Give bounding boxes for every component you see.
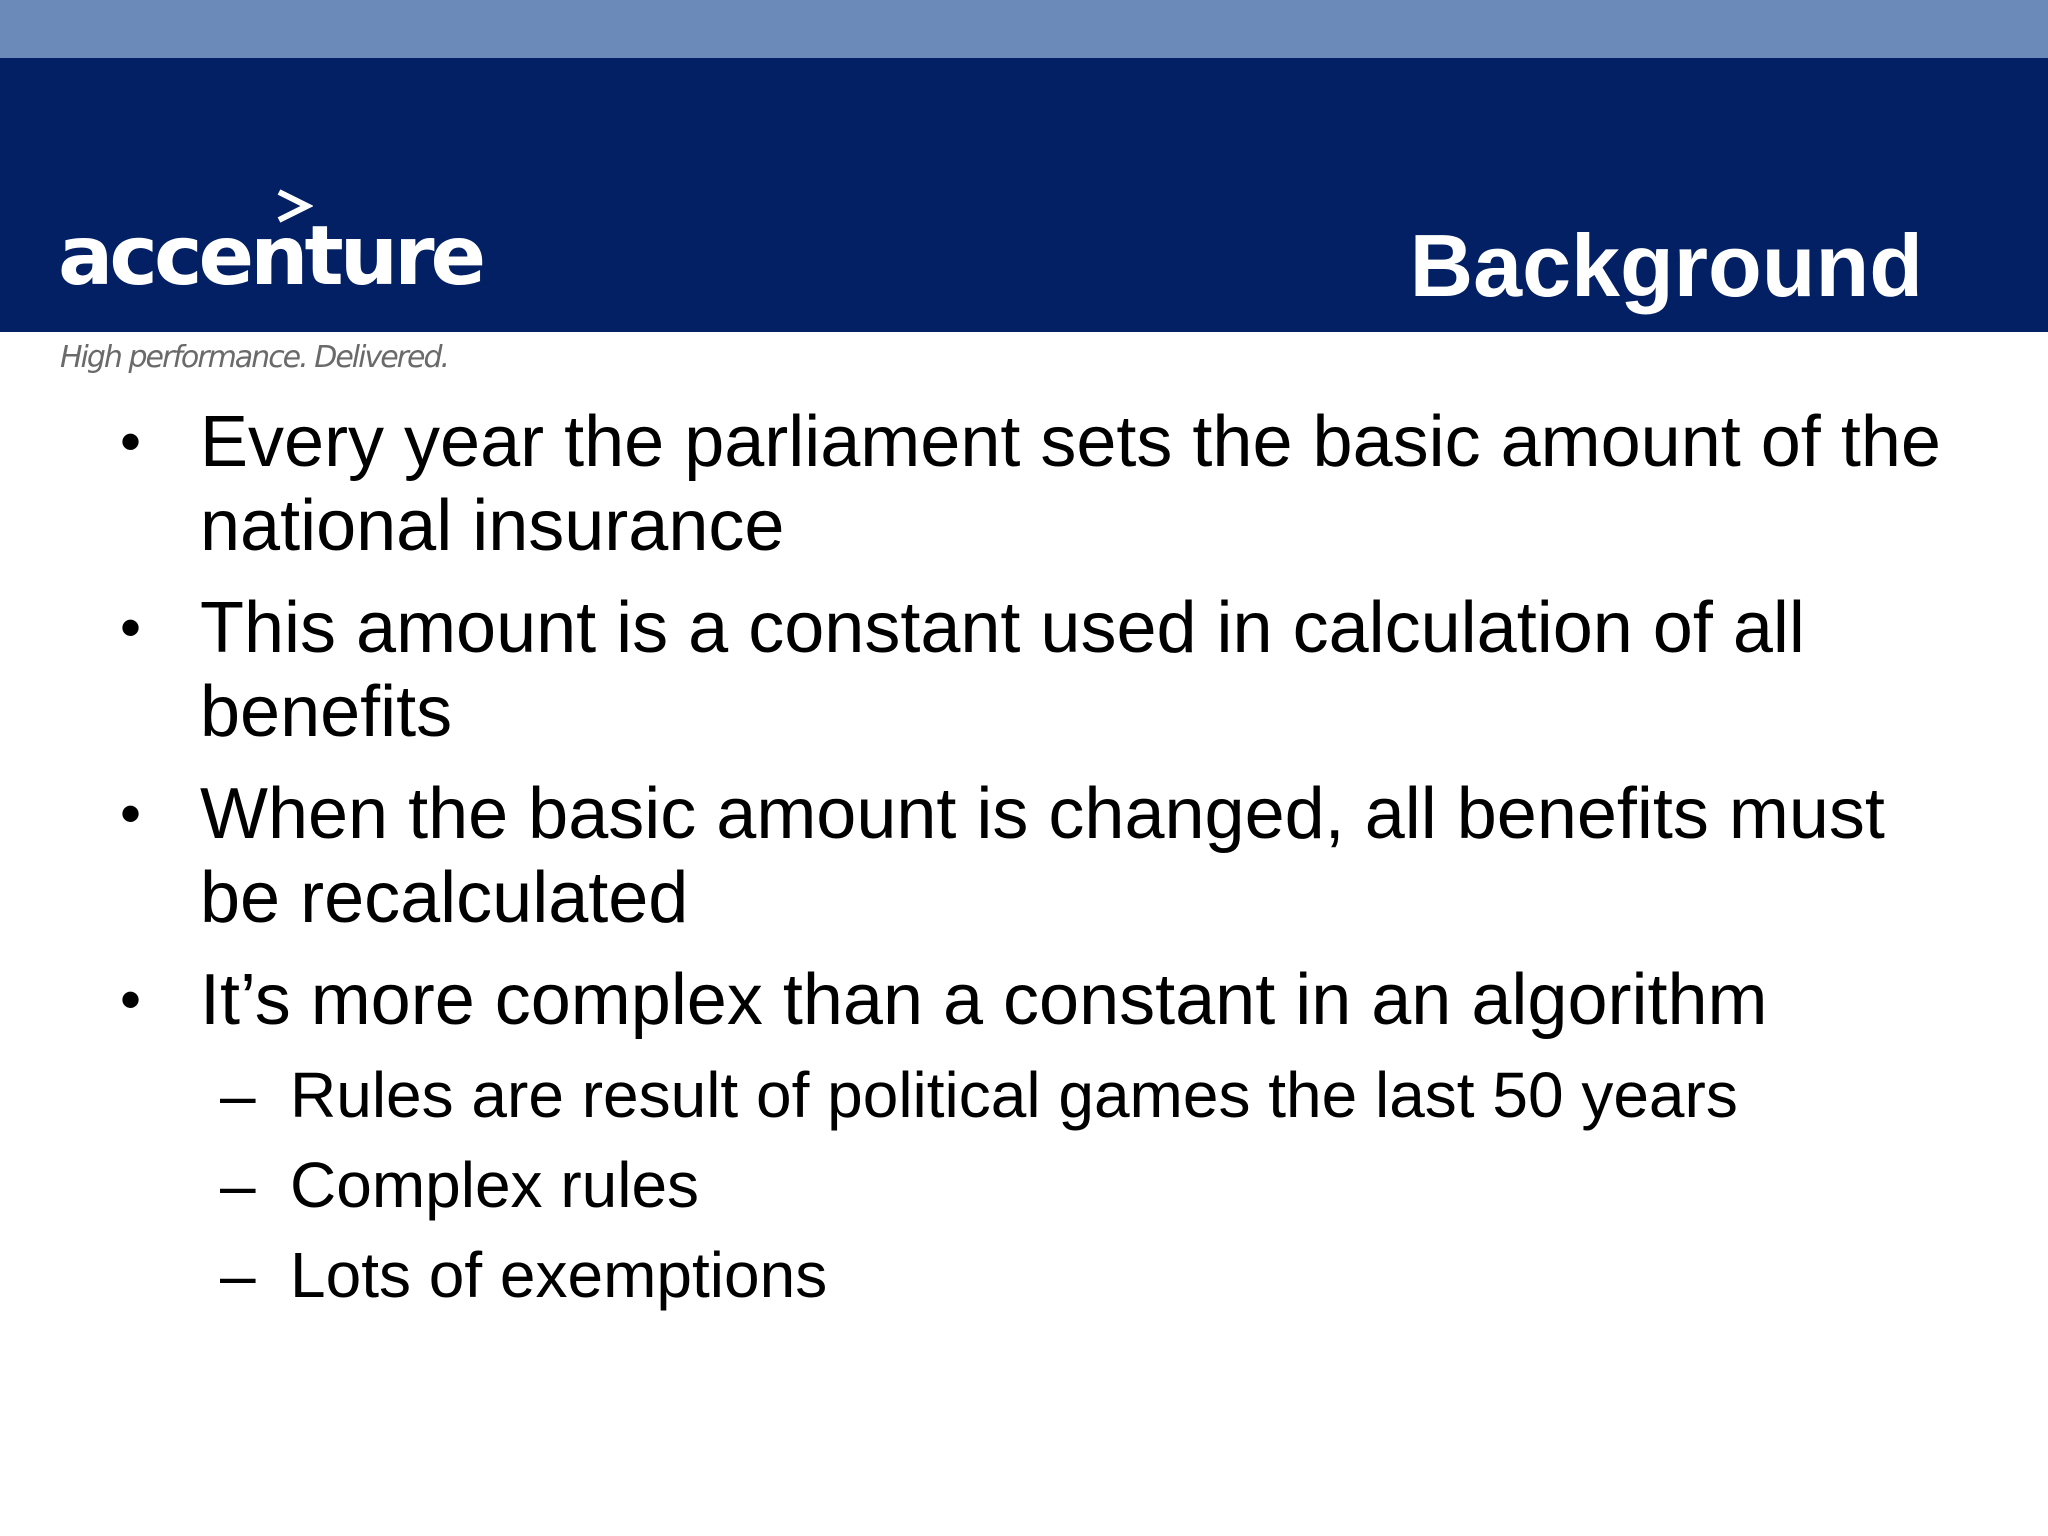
- sub-bullet-marker: –: [220, 1149, 256, 1221]
- bullet-text: This amount is a constant used in calculation of all benefits: [200, 588, 1805, 752]
- bullet-item: [120, 958, 1980, 1042]
- sub-bullet-marker: –: [220, 1059, 256, 1131]
- bullet-item: [120, 586, 1980, 754]
- sub-bullet-text: Lots of exemptions: [290, 1239, 828, 1311]
- logo-tagline: High performance. Delivered.: [60, 340, 449, 375]
- top-stripe: [0, 0, 2048, 58]
- sub-bullet-text: Complex rules: [290, 1149, 700, 1221]
- slide-title: Background: [1409, 216, 1923, 315]
- sub-bullet-list: [120, 1060, 1980, 1310]
- sub-bullet-item: [120, 1150, 1980, 1220]
- sub-bullet-marker: –: [220, 1239, 256, 1311]
- sub-bullet-item: [120, 1060, 1980, 1130]
- bullet-text: Every year the parliament sets the basic amount of the national insurance: [200, 402, 1941, 566]
- bullet-item: [120, 772, 1980, 940]
- bullet-text: When the basic amount is changed, all benefits must be recalculated: [200, 774, 1885, 938]
- slide-content: [120, 400, 1980, 1330]
- bullet-item: [120, 400, 1980, 568]
- bullet-marker: •: [120, 594, 142, 661]
- logo-wordmark: accenture: [58, 209, 483, 304]
- sub-bullet-text: Rules are result of political games the last 50 years: [290, 1059, 1738, 1131]
- sub-bullet-item: [120, 1240, 1980, 1310]
- bullet-text: It’s more complex than a constant in an algorithm: [200, 960, 1768, 1040]
- bullet-marker: •: [120, 780, 142, 847]
- bullet-marker: •: [120, 966, 142, 1033]
- bullet-marker: •: [120, 408, 142, 475]
